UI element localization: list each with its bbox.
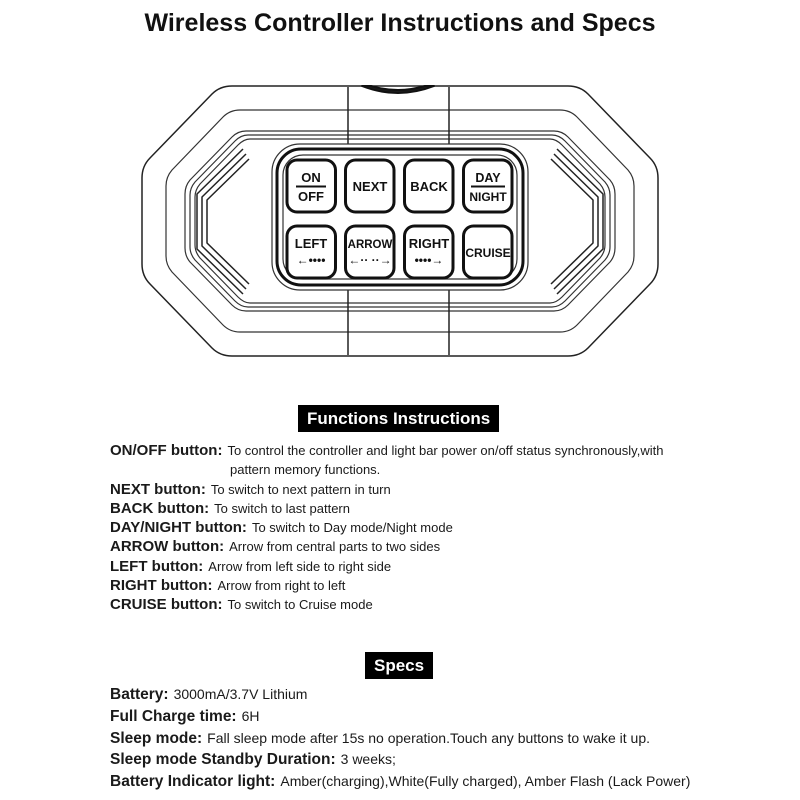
function-label: ARROW button: xyxy=(110,538,225,556)
controller-button-arrow xyxy=(346,226,395,278)
spec-label: Battery Indicator light: xyxy=(110,773,276,791)
function-item-back xyxy=(110,499,750,518)
right-arrow-dots-icon: ••••→ xyxy=(414,253,444,267)
function-desc: To switch to Cruise mode xyxy=(227,597,373,613)
svg-text:BACK: BACK xyxy=(410,179,448,194)
function-label: DAY/NIGHT button: xyxy=(110,519,247,537)
svg-text:RIGHT: RIGHT xyxy=(408,236,450,251)
functions-instructions-list xyxy=(110,441,750,615)
function-item-arrow xyxy=(110,537,750,556)
function-item-cruise xyxy=(110,595,750,614)
controller-button-left xyxy=(287,226,336,278)
function-desc: Arrow from right to left xyxy=(217,578,346,594)
controller-button-day-night xyxy=(464,160,513,212)
function-item-right xyxy=(110,576,750,595)
function-desc: To switch to last pattern xyxy=(214,500,350,516)
spec-value: 6H xyxy=(241,707,260,724)
function-label: CRUISE button: xyxy=(110,596,223,614)
spec-item-standby-duration xyxy=(110,749,770,771)
svg-text:ON: ON xyxy=(301,170,321,185)
function-item-left xyxy=(110,557,750,576)
function-desc: Arrow from central parts to two sides xyxy=(229,539,441,555)
svg-text:CRUISE: CRUISE xyxy=(465,246,511,260)
spec-item-full-charge-time xyxy=(110,706,770,728)
svg-text:LEFT: LEFT xyxy=(294,236,328,251)
spec-label: Sleep mode: xyxy=(110,729,203,747)
top-clip-tab-icon xyxy=(362,86,434,93)
function-desc: To switch to next pattern in turn xyxy=(210,481,391,497)
functions-instructions-header: Functions Instructions xyxy=(298,405,499,432)
function-label: ON/OFF button: xyxy=(110,442,223,459)
function-label: NEXT button: xyxy=(110,480,206,498)
spec-value: 3000mA/3.7V Lithium xyxy=(173,686,308,702)
controller-button-right xyxy=(405,226,454,278)
function-label: RIGHT button: xyxy=(110,577,213,595)
svg-text:NEXT: NEXT xyxy=(352,179,388,194)
function-label: BACK button: xyxy=(110,499,210,517)
function-item-day-night xyxy=(110,518,750,537)
function-label: LEFT button: xyxy=(110,557,204,575)
spec-label: Battery: xyxy=(110,686,169,703)
function-desc: Arrow from left side to right side xyxy=(208,558,392,574)
spec-item-battery xyxy=(110,684,770,706)
page-title: Wireless Controller Instructions and Specs xyxy=(144,9,656,37)
function-item-on-off xyxy=(110,441,750,480)
specs-list xyxy=(110,684,770,793)
function-desc: To switch to Day mode/Night mode xyxy=(251,520,453,536)
function-desc-continuation: pattern memory functions. xyxy=(230,462,381,478)
spec-label: Full Charge time: xyxy=(110,707,237,725)
svg-text:NIGHT: NIGHT xyxy=(469,190,507,204)
spec-label: Sleep mode Standby Duration: xyxy=(110,751,336,769)
svg-text:DAY: DAY xyxy=(475,171,501,185)
spec-value: 3 weeks; xyxy=(340,751,396,768)
spec-value: Fall sleep mode after 15s no operation.Touch any buttons to wake it up. xyxy=(207,729,650,746)
left-grip-bracket xyxy=(197,149,249,294)
spec-item-battery-indicator-light xyxy=(110,771,770,793)
function-item-next xyxy=(110,480,750,499)
left-arrow-dots-icon: ←•••• xyxy=(296,253,326,267)
controller-button-cruise xyxy=(464,226,513,278)
function-desc: To control the controller and light bar power on/off status synchronously,with xyxy=(227,443,664,458)
specs-header: Specs xyxy=(365,652,433,679)
right-grip-bracket xyxy=(551,149,603,294)
controller-outline-rings xyxy=(142,86,658,356)
controller-button-on-off xyxy=(287,160,336,212)
controller-button-back xyxy=(405,160,454,212)
svg-text:ARROW: ARROW xyxy=(347,239,393,251)
spec-item-sleep-mode xyxy=(110,728,770,750)
outward-arrows-icon: ←·· ··→ xyxy=(348,253,392,267)
center-band-seams xyxy=(348,87,449,355)
controller-button-next xyxy=(346,160,395,212)
spec-value: Amber(charging),White(Fully charged), Amber Flash (Lack Power) xyxy=(280,773,691,790)
svg-text:OFF: OFF xyxy=(298,189,324,204)
